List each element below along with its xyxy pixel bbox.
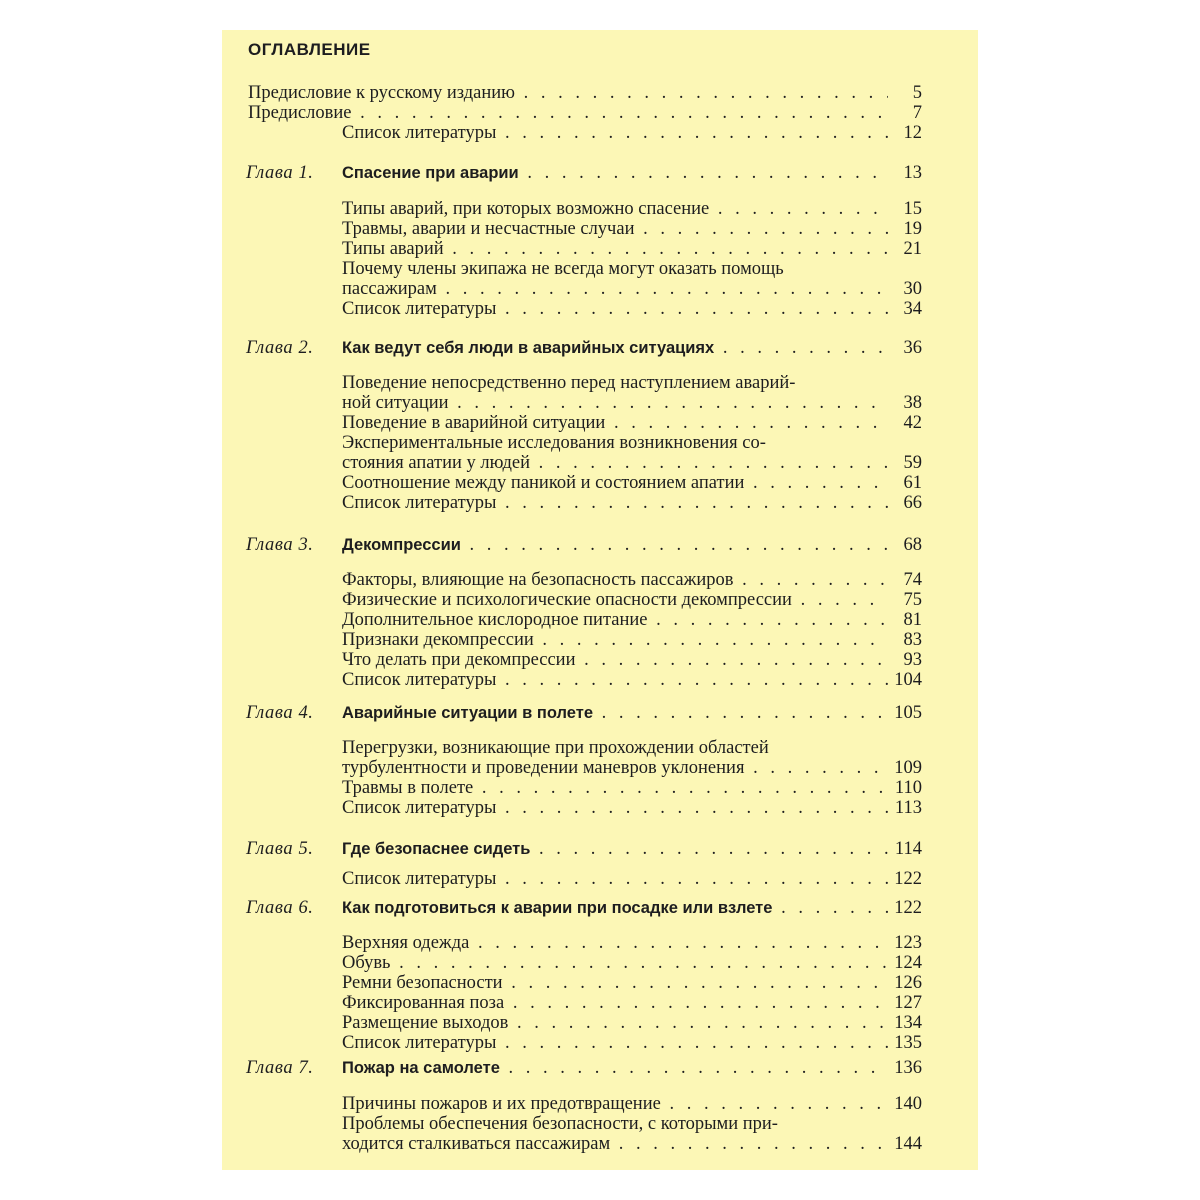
page-number: 134 — [894, 1013, 922, 1033]
toc-row — [222, 452, 978, 474]
page-number: 66 — [903, 493, 922, 513]
page-number: 61 — [903, 473, 922, 493]
toc-row — [222, 649, 978, 671]
toc-row — [222, 1032, 978, 1054]
toc-row — [222, 569, 978, 591]
chapter-title — [342, 702, 888, 724]
page-number: 135 — [894, 1033, 922, 1053]
page-title: ОГЛАВЛЕНИЕ — [248, 40, 371, 59]
page-number: 104 — [894, 670, 922, 690]
chapter-title — [342, 534, 888, 556]
section-entry: Экспериментальные исследования возникновения со- — [342, 433, 766, 453]
chapter-label: Глава 2. — [246, 338, 314, 358]
page-number: 68 — [903, 535, 922, 555]
section-entry: Список литературы . . . — [342, 298, 888, 320]
section-entry: Факторы, влияющие на безопасность пассажиров . . . — [342, 569, 888, 591]
page-number: 59 — [903, 453, 922, 473]
section-entry: Обувь . . . — [342, 952, 888, 974]
section-entry-continued: ходится сталкиваться пассажирам . . . — [342, 1133, 888, 1155]
section-entry: Дополнительное кислородное питание . . . — [342, 609, 888, 631]
chapter-title-text: Где безопаснее сидеть — [342, 840, 531, 858]
toc-row — [222, 198, 978, 220]
chapter-row — [222, 838, 978, 860]
page-number: 123 — [894, 933, 922, 953]
toc-row — [222, 669, 978, 691]
section-entry: Список литературы . . . — [342, 492, 888, 514]
toc-row — [222, 392, 978, 414]
chapter-label: Глава 4. — [246, 703, 314, 723]
chapter-row — [222, 534, 978, 556]
page-number: 30 — [903, 279, 922, 299]
page-number: 34 — [903, 299, 922, 319]
toc-row — [222, 1093, 978, 1115]
chapter-title — [342, 897, 888, 919]
page-number: 13 — [903, 163, 922, 183]
chapter-label: Глава 1. — [246, 163, 314, 183]
toc-row — [222, 952, 978, 974]
section-entry-continued: пассажирам . . . — [342, 278, 888, 300]
page-number: 19 — [903, 219, 922, 239]
chapter-title-text: Пожар на самолете — [342, 1059, 500, 1077]
page-number: 81 — [903, 610, 922, 630]
toc-row — [222, 737, 978, 759]
chapter-title — [342, 162, 888, 184]
section-entry: Что делать при декомпрессии . . . — [342, 649, 888, 671]
chapter-title-text: Как подготовиться к аварии при посадке или взлете — [342, 899, 773, 917]
section-entry: Перегрузки, возникающие при прохождении областей — [342, 738, 769, 758]
section-entry: Типы аварий . . . — [342, 238, 888, 260]
section-entry-continued: стояния апатии у людей . . . — [342, 452, 888, 474]
toc-row — [222, 868, 978, 890]
toc-row — [222, 609, 978, 631]
page-number: 12 — [903, 123, 922, 143]
section-entry: Типы аварий, при которых возможно спасение . . . — [342, 198, 888, 220]
page-number: 21 — [903, 239, 922, 259]
page-number: 144 — [894, 1134, 922, 1154]
page-number: 122 — [894, 869, 922, 889]
chapter-title — [342, 838, 888, 860]
toc-row — [222, 992, 978, 1014]
section-entry-continued: турбулентности и проведении маневров уклонения . . . — [342, 757, 888, 779]
page-number: 42 — [903, 413, 922, 433]
page-number: 113 — [894, 798, 922, 818]
toc-row — [222, 258, 978, 280]
toc-row — [222, 122, 978, 144]
page-number: 140 — [894, 1094, 922, 1114]
toc-row — [222, 972, 978, 994]
section-entry: Список литературы . . . — [342, 797, 888, 819]
page-number: 126 — [894, 973, 922, 993]
book-page — [222, 30, 978, 1170]
toc-row — [222, 432, 978, 454]
toc-row — [222, 298, 978, 320]
chapter-title-text: Спасение при аварии — [342, 164, 519, 182]
chapter-title — [342, 337, 888, 359]
toc-row — [222, 82, 978, 104]
page-number: 124 — [894, 953, 922, 973]
chapter-row — [222, 162, 978, 184]
page-number: 83 — [903, 630, 922, 650]
toc-row — [222, 757, 978, 779]
chapter-row — [222, 337, 978, 359]
section-entry: Признаки декомпрессии . . . — [342, 629, 888, 651]
page-number: 74 — [903, 570, 922, 590]
page-number: 105 — [894, 703, 922, 723]
chapter-row — [222, 897, 978, 919]
toc-row — [222, 218, 978, 240]
page-number: 114 — [894, 839, 922, 859]
chapter-title-text: Аварийные ситуации в полете — [342, 704, 594, 722]
section-entry: Почему члены экипажа не всегда могут оказать помощь — [342, 259, 784, 279]
page-number: 93 — [903, 650, 922, 670]
toc-row — [222, 777, 978, 799]
section-entry: Список литературы . . . — [342, 1032, 888, 1054]
chapter-label: Глава 5. — [246, 839, 314, 859]
section-entry: Ремни безопасности . . . — [342, 972, 888, 994]
page-number: 75 — [903, 590, 922, 610]
page-number: 127 — [894, 993, 922, 1013]
page-number: 36 — [903, 338, 922, 358]
section-entry: Поведение непосредственно перед наступлением аварий- — [342, 373, 796, 393]
toc-row — [222, 412, 978, 434]
section-entry: Фиксированная поза . . . — [342, 992, 888, 1014]
page-number: 122 — [894, 898, 922, 918]
section-entry: Травмы в полете . . . — [342, 777, 888, 799]
section-entry: Список литературы . . . — [342, 669, 888, 691]
page-number: 5 — [912, 83, 922, 103]
toc-row — [222, 589, 978, 611]
toc-row — [222, 372, 978, 394]
toc-row — [222, 1133, 978, 1155]
section-entry: Соотношение между паникой и состоянием апатии . . . — [342, 472, 888, 494]
chapter-title — [342, 1057, 888, 1079]
front-matter-entry: Предисловие . . . — [248, 102, 888, 124]
chapter-label: Глава 6. — [246, 898, 314, 918]
page-number: 38 — [903, 393, 922, 413]
section-entry: Травмы, аварии и несчастные случаи . . . — [342, 218, 888, 240]
toc-row — [222, 1113, 978, 1135]
page-number: 7 — [912, 103, 922, 123]
chapter-title-text: Декомпрессии — [342, 536, 461, 554]
section-entry: Верхняя одежда . . . — [342, 932, 888, 954]
toc-row — [222, 278, 978, 300]
chapter-label: Глава 7. — [246, 1058, 314, 1078]
front-matter-entry: Предисловие к русскому изданию . . . — [248, 82, 888, 104]
toc-row — [222, 492, 978, 514]
section-entry-continued: ной ситуации . . . — [342, 392, 888, 414]
toc-row — [222, 238, 978, 260]
page-number: 136 — [894, 1058, 922, 1078]
chapter-row — [222, 702, 978, 724]
section-entry: Физические и психологические опасности декомпрессии . . . — [342, 589, 888, 611]
page-number: 110 — [894, 778, 922, 798]
chapter-label: Глава 3. — [246, 535, 314, 555]
toc-row — [222, 629, 978, 651]
section-entry: Список литературы . . . — [342, 868, 888, 890]
section-entry: Причины пожаров и их предотвращение . . . — [342, 1093, 888, 1115]
section-entry: Поведение в аварийной ситуации . . . — [342, 412, 888, 434]
page-number: 15 — [903, 199, 922, 219]
page-number: 109 — [894, 758, 922, 778]
chapter-row — [222, 1057, 978, 1079]
section-entry: Проблемы обеспечения безопасности, с которыми при- — [342, 1114, 778, 1134]
chapter-title-text: Как ведут себя люди в аварийных ситуациях — [342, 339, 715, 357]
toc-row — [222, 1012, 978, 1034]
front-matter-entry: Список литературы . . . — [342, 122, 888, 144]
toc-row — [222, 797, 978, 819]
toc-row — [222, 102, 978, 124]
toc-row — [222, 932, 978, 954]
toc-row — [222, 472, 978, 494]
section-entry: Размещение выходов . . . — [342, 1012, 888, 1034]
